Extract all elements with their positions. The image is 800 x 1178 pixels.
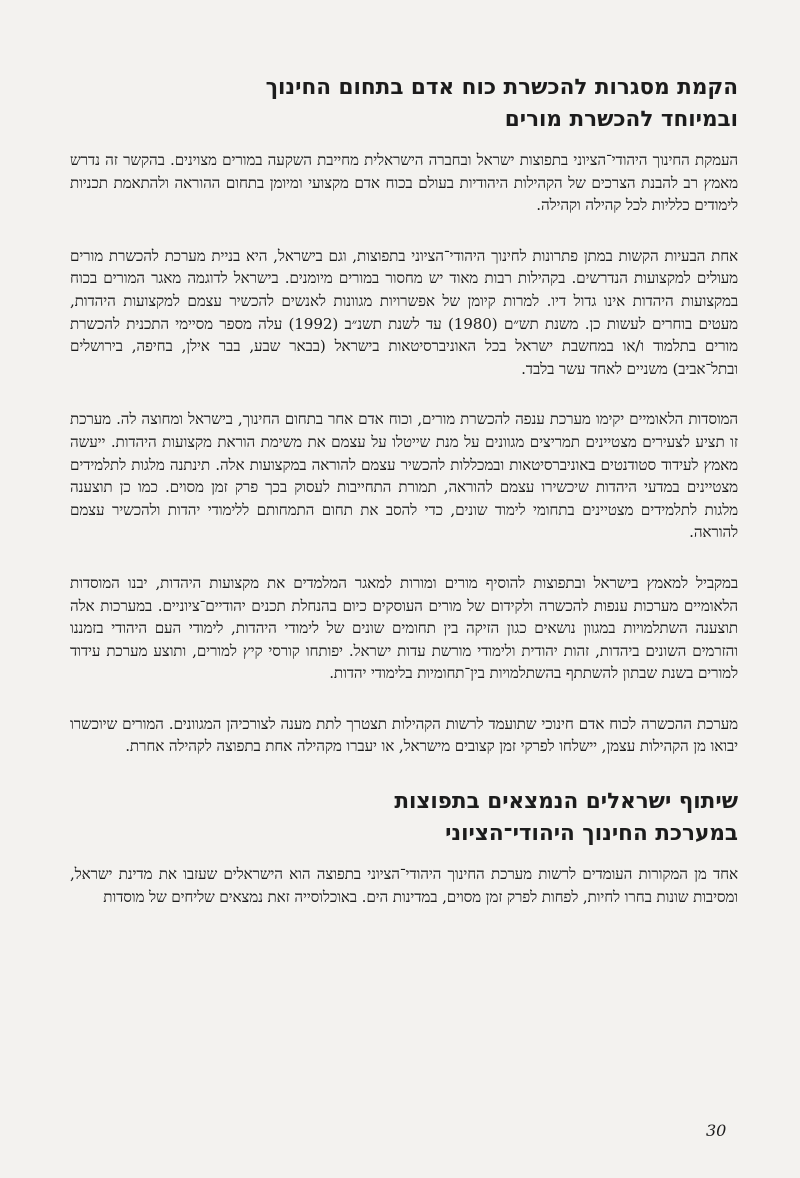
heading-line: במערכת החינוך היהודי־הציוני: [445, 821, 738, 847]
heading-line: ובמיוחד להכשרת מורים: [504, 107, 738, 132]
body-paragraph: מערכת ההכשרה לכוח אדם חינוכי שתועמד לרשות הקהילות תצטרך לתת מענה לצורכיהן המגוונים. המורים שיוכשרו יבואו מן הקהילות עצמן, יישלחו לפרקי זמן קצובים מישראל, או יעברו מקהילה אחת בתפוצה לקהילה אחרת.: [70, 714, 738, 756]
body-paragraph: אחד מן המקורות העומדים לרשות מערכת החינוך היהודי־הציוני בתפוצה הוא הישראלים שעזבו את מדינת ישראל, ומסיבות שונות בחרו לחיות, לפחות לפרק זמן מסוים, במדינות הים. באוכלוסייה זאת נמצאים שליחים של מוסדות: [70, 865, 738, 906]
body-paragraph: המוסדות הלאומיים יקימו מערכת ענפה להכשרת מורים, וכוח אדם אחר בתחום החינוך, בישראל ומחוצה לה. מערכת זו תציע לצעירים מצטיינים תמריצים מגוונים על מנת שייטלו על עצמם את משימת הוראת מקצועות היהדות. ייעשה מאמץ לעידוד סטודנטים באוניברסיטאות ובמכללות להכשיר עצמם להוראה במקצועות אלה. תינתנה מלגות לתלמידים מצטיינים במדעי היהדות שיכשירו עצמם להוראה, תמורת התחייבות לעסוק בכך פרק זמן מסוים. כמו כן תוצענה מלגות לתלמידים מצטיינים בתחומי לימוד שונים, כדי להסב את תחום התמחותם ללימודי יהדות ולהכשיר עצמם להוראה.: [70, 410, 738, 542]
page-number: 30: [706, 1121, 727, 1140]
body-paragraph: במקביל למאמץ בישראל ובתפוצות להוסיף מורים ומורות למאגר המלמדים את מקצועות היהדות, יבנו המוסדות הלאומיים מערכות ענפות להכשרה ולקידום של מורים העוסקים כיום בהנחלת תכנים יהודיים־ציוניים. במערכות אלה תוצענה השתלמויות במגוון נושאים כגון הזיקה בין תחומים שונים של לימודי היהדות, לימודי העם היהודי בזמננו והזרמים השונים ביהדות, זהות יהודית ולימודי מורשת עדות ישראל. יפותחו קורסי קיץ למורים, ותוצע מערכת עידוד למורים בשנת שבתון להשתתף בהשתלמויות בין־תחומיות בלימודי יהדות.: [70, 573, 738, 683]
heading-line: שיתוף ישראלים הנמצאים בתפוצות: [394, 789, 738, 815]
section-heading: [70, 72, 738, 136]
body-paragraph: אחת הבעיות הקשות במתן פתרונות לחינוך היהודי־הציוני בתפוצות, וגם בישראל, היא בניית מערכת להכשרת מורים מעולים למקצועות הנדרשים. בקהילות רבות מאוד יש מחסור במורים מיומנים. בישראל לדוגמה מאגר המורים בכוח במקצועות היהדות אינו גדול דיו. למרות קיומן של אפשרויות מגוונות לאנשים להכשיר עצמם למקצועות היהדות, מעטים בוחרים לעשות כן. משנת תש״ם (1980) עד לשנת תשנ״ב (1992) עלה מספר מסיימי התכנית להכשרת מורים בתלמוד ו/או במחשבת ישראל בכל האוניברסיטאות בישראל (בבאר שבע, בבר אילן, בחיפה, בירושלים ובתל־אביב) משניים לאחד עשר בלבד.: [70, 246, 739, 378]
body-paragraph: העמקת החינוך היהודי־הציוני בתפוצות ישראל ובחברה הישראלית מחייבת השקעה במורים מצוינים. בהקשר זה נדרש מאמץ רב להבנת הצרכים של הקהילות היהודיות בעולם בכוח אדם מקצועי ומיומן בתחום ההוראה ולהתאמת תכניות לימודים כלליות לכל קהילה וקהילה.: [70, 151, 738, 215]
heading-line: הקמת מסגרות להכשרת כוח אדם בתחום החינוך: [265, 75, 738, 100]
section-heading: [70, 786, 738, 850]
document-page: [70, 72, 738, 908]
